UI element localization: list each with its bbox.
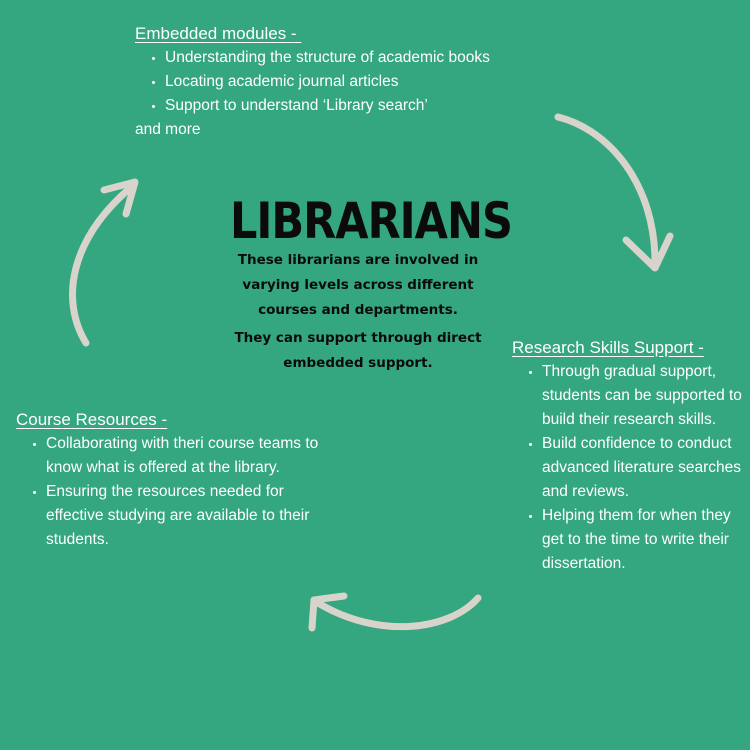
list-item: • Support to understand ‘Library search’ — [165, 94, 555, 118]
research-skills-list — [512, 360, 744, 576]
list-item: • Collaborating with theri course teams to know what is offered at the library. — [46, 432, 336, 480]
list-item: • Understanding the structure of academic books — [165, 46, 555, 70]
embedded-modules-footer: and more — [135, 121, 201, 138]
arrow-bottom — [318, 598, 478, 627]
research-skills-heading: Research Skills Support - — [512, 338, 704, 357]
center-description — [210, 248, 506, 376]
list-item: • Helping them for when they get to the time to write their dissertation. — [542, 504, 744, 576]
arrow-top-right-head — [626, 236, 670, 268]
list-item: • Locating academic journal articles — [165, 70, 555, 94]
center-line: courses and departments. — [258, 302, 458, 318]
page-title: LIBRARIANS — [230, 193, 512, 251]
center-line: embedded support. — [283, 355, 433, 371]
research-skills-section — [512, 336, 744, 576]
embedded-modules-list — [135, 46, 555, 118]
course-resources-section — [16, 408, 336, 552]
embedded-modules-section — [135, 22, 555, 142]
list-item: • Ensuring the resources needed for effective studying are available to their students. — [46, 480, 336, 552]
center-line: These librarians are involved in — [237, 252, 479, 268]
course-resources-heading: Course Resources - — [16, 410, 168, 429]
arrow-left — [73, 188, 130, 343]
center-line: varying levels across different — [242, 277, 474, 293]
embedded-modules-heading: Embedded modules - — [135, 24, 302, 43]
list-item: • Build confidence to conduct advanced literature searches and reviews. — [542, 432, 744, 504]
center-line: They can support through direct — [234, 330, 482, 346]
list-item: • Through gradual support, students can be supported to build their research skills. — [542, 360, 744, 432]
course-resources-list — [16, 432, 336, 552]
arrow-top-right — [558, 117, 655, 262]
